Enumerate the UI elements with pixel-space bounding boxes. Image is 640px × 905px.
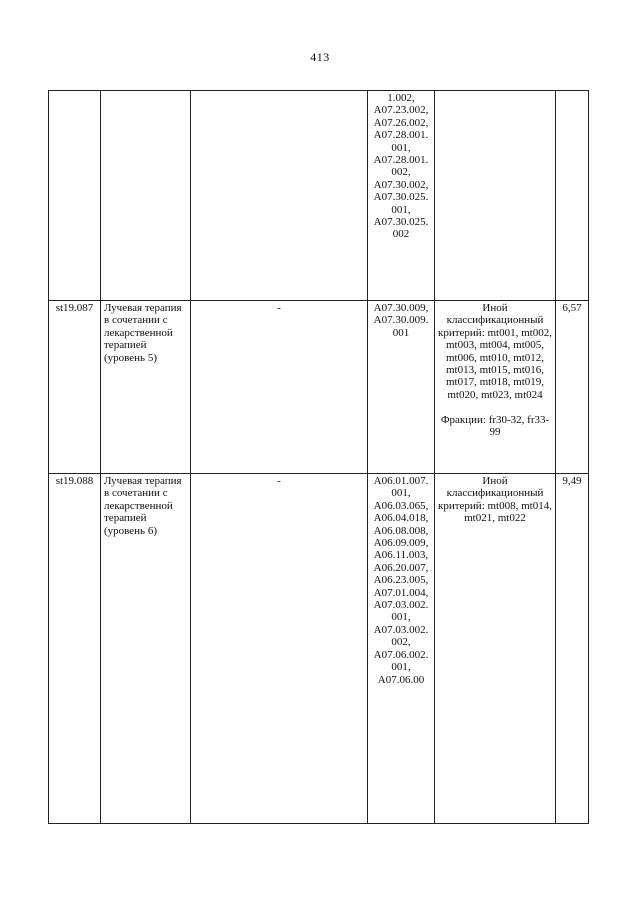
criteria-cell	[435, 91, 556, 301]
fractions-criteria: Фракции: fr30-32, fr33-99	[440, 413, 550, 439]
service-code: A07.30.025.001,	[373, 191, 429, 216]
coefficient-cell: 9,49	[556, 474, 589, 824]
service-code: A07.26.002,	[373, 116, 429, 129]
dash-cell: -	[191, 474, 368, 824]
services-cell	[368, 301, 435, 474]
service-code: A07.30.002,	[373, 178, 429, 191]
classification-criteria: Иной классификационный критерий: mt008, mt014, mt021, mt022	[438, 475, 552, 525]
classification-criteria: Иной классификационный критерий: mt001, mt002, mt003, mt004, mt005, mt006, mt010, mt012, mt013, mt015, mt016, mt017, mt018, mt019, mt020, mt023, mt024	[438, 302, 552, 401]
page-number: 413	[310, 50, 330, 64]
service-code: A07.28.001.001,	[373, 129, 429, 154]
code-cell: st19.087	[49, 301, 101, 474]
service-code: A07.30.009.001	[373, 314, 429, 339]
name-cell	[101, 91, 191, 301]
service-code: A07.28.001.002,	[373, 154, 429, 179]
service-code: A06.09.009,	[373, 537, 429, 550]
service-code: A07.30.025.002	[373, 216, 429, 241]
tariff-table	[48, 90, 589, 824]
service-code: A07.30.009,	[373, 302, 429, 314]
services-cell	[368, 474, 435, 824]
criteria-cell	[435, 301, 556, 474]
name-cell: Лучевая терапия в сочетании с лекарственной терапией (уровень 6)	[101, 474, 191, 824]
code-cell: st19.088	[49, 474, 101, 824]
service-code: A07.23.002,	[373, 104, 429, 117]
service-code: A06.23.005,	[373, 574, 429, 587]
service-code: A06.20.007,	[373, 561, 429, 574]
code-cell	[49, 91, 101, 301]
coefficient-cell: 6,57	[556, 301, 589, 474]
service-code: 1.002,	[387, 92, 415, 104]
table-row	[49, 301, 589, 474]
table-row	[49, 474, 589, 824]
dash-cell	[191, 91, 368, 301]
service-code: A06.11.003,	[373, 549, 429, 562]
coefficient-cell	[556, 91, 589, 301]
service-code: A06.04.018,	[373, 512, 429, 525]
dash-cell: -	[191, 301, 368, 474]
name-cell: Лучевая терапия в сочетании с лекарственной терапией (уровень 5)	[101, 301, 191, 474]
service-code: A07.06.00	[377, 673, 425, 686]
service-code: A06.01.007.001,	[373, 475, 429, 500]
service-code: A07.01.004,	[373, 586, 429, 599]
service-code: A07.06.002.001,	[373, 648, 429, 674]
services-cell	[368, 91, 435, 301]
service-code: A07.03.002.001,	[373, 599, 429, 624]
service-code: A06.03.065,	[373, 499, 429, 512]
service-code: A06.08.008,	[373, 524, 429, 537]
table-row	[49, 91, 589, 301]
service-code: A07.03.002.002,	[373, 623, 429, 649]
criteria-cell	[435, 474, 556, 824]
